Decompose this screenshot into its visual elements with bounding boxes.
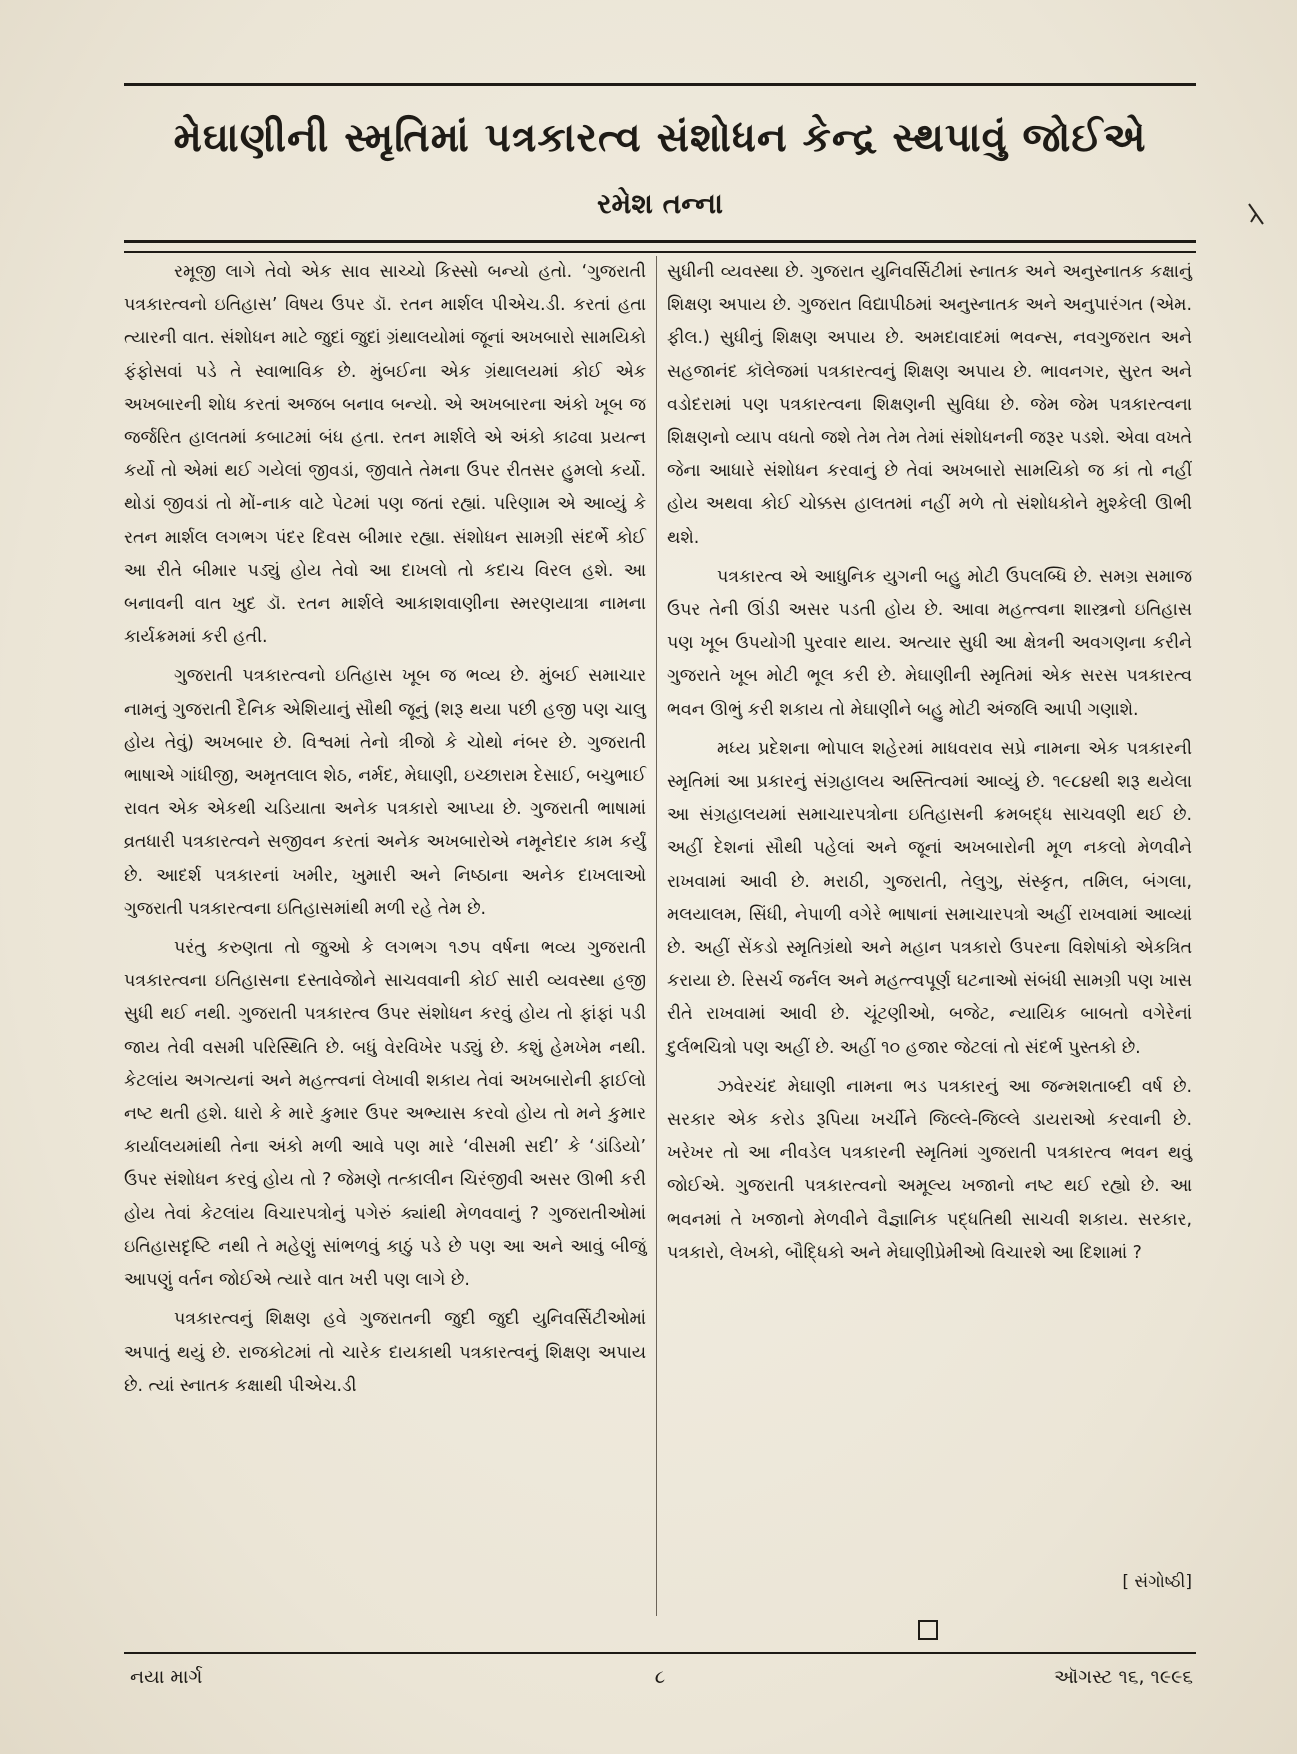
left-column — [124, 256, 646, 1409]
paper-tear-mark-icon — [1247, 200, 1265, 228]
paragraph: ગુજરાતી પત્રકારત્વનો ઇતિહાસ ખૂબ જ ભવ્ય છે. મુંબઈ સમાચાર નામનું ગુજરાતી દૈનિક એશિયાનું સૌથી જૂનું (શરૂ થયા પછી હજી પણ ચાલુ હોય તેવું) અખબાર છે. વિશ્વમાં તેનો ત્રીજો કે ચોથો નંબર છે. ગુજરાતી ભાષાએ ગાંધીજી, અમૃતલાલ શેઠ, નર્મદ, મેઘાણી, ઇચ્છારામ દેસાઈ, બચુભાઈ રાવત એક એકથી ચડિયાતા અનેક પત્રકારો આપ્યા છે. ગુજરાતી ભાષામાં વ્રતધારી પત્રકારત્વને સજીવન કરતાં અનેક અખબારોએ નમૂનેદાર કામ કર્યું છે. આદર્શ પત્રકારનાં ખમીર, ખુમારી અને નિષ્ઠાના અનેક દાખલાઓ ગુજરાતી પત્રકારત્વના ઇતિહાસમાંથી મળી રહે તેમ છે. — [124, 666, 646, 919]
footer-rule — [124, 1652, 1196, 1654]
paragraph: રમૂજી લાગે તેવો એક સાવ સાચ્ચો કિસ્સો બન્યો હતો. ‘ગુજરાતી પત્રકારત્વનો ઇતિહાસ’ વિષય ઉપર ડૉ. રતન માર્શલ પીએચ.ડી. કરતાં હતા ત્યારની વાત. સંશોધન માટે જુદાં જુદાં ગ્રંથાલયોમાં જૂનાં અખબારો સામયિકો ફંફોસવાં પડે તે સ્વાભાવિક છે. મુંબઈના એક ગ્રંથાલયમાં કોઈ એક અખબારની શોધ કરતાં અજબ બનાવ બન્યો. એ અખબારના અંકો ખૂબ જ જર્જરિત હાલતમાં કબાટમાં બંધ હતા. રતન માર્શલે એ અંકો કાઢવા પ્રયત્ન કર્યો તો એમાં થઈ ગયેલાં જીવડાં, જીવાતે તેમના ઉપર રીતસર હુમલો કર્યો. થોડાં જીવડાં તો મોં-નાક વાટે પેટમાં પણ જતાં રહ્યાં. પરિણામ એ આવ્યું કે રતન માર્શલ લગભગ પંદર દિવસ બીમાર રહ્યા. સંશોધન સામગ્રી સંદર્ભે કોઈ આ રીતે બીમાર પડ્યું હોય તેવો આ દાખલો તો કદાચ વિરલ હશે. આ બનાવની વાત ખુદ ડૉ. રતન માર્શલે આકાશવાણીના સ્મરણયાત્રા નામના કાર્યક્રમમાં કરી હતી. — [124, 262, 646, 648]
publication-name: નયા માર્ગ — [130, 1666, 203, 1688]
page-number: ૮ — [654, 1666, 666, 1688]
column-divider — [656, 256, 657, 1616]
paragraph: પરંતુ કરુણતા તો જુઓ કે લગભગ ૧૭૫ વર્ષના ભવ્ય ગુજરાતી પત્રકારત્વના ઇતિહાસના દસ્તાવેજોને સાચવવાની કોઈ સારી વ્યવસ્થા હજી સુધી થઈ નથી. ગુજરાતી પત્રકારત્વ ઉપર સંશોધન કરવું હોય તો ફાંફાં પડી જાય તેવી વસમી પરિસ્થિતિ છે. બધું વેરવિખેર પડ્યું છે. કશું હેમખેમ નથી. કેટલાંય અગત્યનાં અને મહત્ત્વનાં લેખાવી શકાય તેવાં અખબારોની ફાઈલો નષ્ટ થતી હશે. ધારો કે મારે કુમાર ઉપર અભ્યાસ કરવો હોય તો મને કુમાર કાર્યાલયમાંથી તેના અંકો મળી આવે પણ મારે ‘વીસમી સદી’ કે ‘ડાંડિયો’ ઉપર સંશોધન કરવું હોય તો ? જેમણે તત્કાલીન ચિરંજીવી અસર ઊભી કરી હોય તેવાં કેટલાંય વિચારપત્રોનું પગેરું ક્યાંથી મેળવવાનું ? ગુજરાતીઓમાં ઇતિહાસદૃષ્ટિ નથી તે મહેણું સાંભળવું કાઠું પડે છે પણ આ અને આવું બીજું આપણું વર્તન જોઈએ ત્યારે વાત ખરી પણ લાગે છે. — [124, 938, 646, 1291]
paragraph: ઝવેરચંદ મેઘાણી નામના ભડ પત્રકારનું આ જન્મશતાબ્દી વર્ષ છે. સરકાર એક કરોડ રૂપિયા ખર્ચીને જિલ્લે-જિલ્લે ડાયરાઓ કરવાની છે. ખરેખર તો આ નીવડેલ પત્રકારની સ્મૃતિમાં ગુજરાતી પત્રકારત્વ ભવન થવું જોઈએ. ગુજરાતી પત્રકારત્વનો અમૂલ્ય ખજાનો નષ્ટ થઈ રહ્યો છે. આ ભવનમાં તે ખજાનો મેળવીને વૈજ્ઞાનિક પદ્ધતિથી સાચવી શકાય. સરકાર, પત્રકારો, લેખકો, બૌદ્ધિકો અને મેઘાણીપ્રેમીઓ વિચારશે આ દિશામાં ? — [667, 1076, 1192, 1263]
article-author: રમેશ તન્ના — [597, 187, 723, 220]
article-headline: મેઘાણીની સ્મૃતિમાં પત્રકારત્વ સંશોધન કેન્દ્ર સ્થપાવું જોઈએ — [173, 115, 1147, 161]
top-rule — [124, 83, 1196, 86]
paragraph: મધ્ય પ્રદેશના ભોપાલ શહેરમાં માધવરાવ સપ્રે નામના એક પત્રકારની સ્મૃતિમાં આ પ્રકારનું સંગ્રહાલય અસ્તિત્વમાં આવ્યું છે. ૧૯૮૪થી શરૂ થયેલા આ સંગ્રહાલયમાં સમાચારપત્રોના ઇતિહાસની ક્રમબદ્ધ સાચવણી થઈ છે. અહીં દેશનાં સૌથી પહેલાં અને જૂનાં અખબારોની મૂળ નકલો મેળવીને રાખવામાં આવી છે. મરાઠી, ગુજરાતી, તેલુગુ, સંસ્કૃત, તમિલ, બંગલા, મલયાલમ, સિંધી, નેપાળી વગેરે ભાષાનાં સમાચારપત્રો અહીં રાખવામાં આવ્યાં છે. અહીં સેંકડો સ્મૃતિગ્રંથો અને મહાન પત્રકારો ઉપરના વિશેષાંકો એકત્રિત કરાયા છે. રિસર્ચ જર્નલ અને મહત્ત્વપૂર્ણ ઘટનાઓ સંબંધી સામગ્રી પણ ખાસ રીતે રાખવામાં આવી છે. ચૂંટણીઓ, બજેટ, ન્યાયિક બાબતો વગેરેનાં દુર્લભચિત્રો પણ અહીં છે. અહીં ૧૦ હજાર જેટલાં તો સંદર્ભ પુસ્તકો છે. — [667, 738, 1192, 1058]
article-source: [ સંગોષ્ઠી] — [1122, 1572, 1192, 1592]
paragraph-continued: સુધીની વ્યવસ્થા છે. ગુજરાત યુનિવર્સિટીમાં સ્નાતક અને અનુસ્નાતક કક્ષાનું શિક્ષણ અપાય છે. ગુજરાત વિદ્યાપીઠમાં અનુસ્નાતક અને અનુપારંગત (એમ. ફીલ.) સુધીનું શિક્ષણ અપાય છે. અમદાવાદમાં ભવન્સ, નવગુજરાત અને સહજાનંદ કૉલેજમાં પત્રકારત્વનું શિક્ષણ અપાય છે. ભાવનગર, સુરત અને વડોદરામાં પણ પત્રકારત્વના શિક્ષણની સુવિધા છે. જેમ જેમ પત્રકારત્વના શિક્ષણનો વ્યાપ વધતો જશે તેમ તેમ તેમાં સંશોધનની જરૂર પડશે. એવા વખતે જેના આધારે સંશોધન કરવાનું છે તેવાં અખબારો સામયિકો જ કાં તો નહીં હોય અથવા કોઈ ચોક્કસ હાલતમાં નહીં મળે તો સંશોધકોને મુશ્કેલી ઊભી થશે. — [667, 262, 1192, 548]
headline-double-rule — [124, 240, 1196, 253]
paragraph: પત્રકારત્વ એ આધુનિક યુગની બહુ મોટી ઉપલબ્ધિ છે. સમગ્ર સમાજ ઉપર તેની ઊંડી અસર પડતી હોય છે. આવા મહત્ત્વના શાસ્ત્રનો ઇતિહાસ પણ ખૂબ ઉપયોગી પુરવાર થાય. અત્યાર સુધી આ ક્ષેત્રની અવગણના કરીને ગુજરાતે ખૂબ મોટી ભૂલ કરી છે. મેઘાણીની સ્મૃતિમાં એક સરસ પત્રકારત્વ ભવન ઊભું કરી શકાય તો મેઘાણીને બહુ મોટી અંજલિ આપી ગણાશે. — [667, 566, 1192, 720]
end-of-article-square-icon — [918, 1620, 938, 1640]
right-column — [667, 256, 1192, 1276]
issue-date: ઑગસ્ટ ૧૬, ૧૯૯૬ — [1053, 1666, 1193, 1688]
paragraph: પત્રકારત્વનું શિક્ષણ હવે ગુજરાતની જુદી જુદી યુનિવર્સિટીઓમાં અપાતું થયું છે. રાજકોટમાં તો ચારેક દાયકાથી પત્રકારત્વનું શિક્ષણ અપાય છે. ત્યાં સ્નાતક કક્ષાથી પીએચ.ડી — [124, 1309, 646, 1396]
